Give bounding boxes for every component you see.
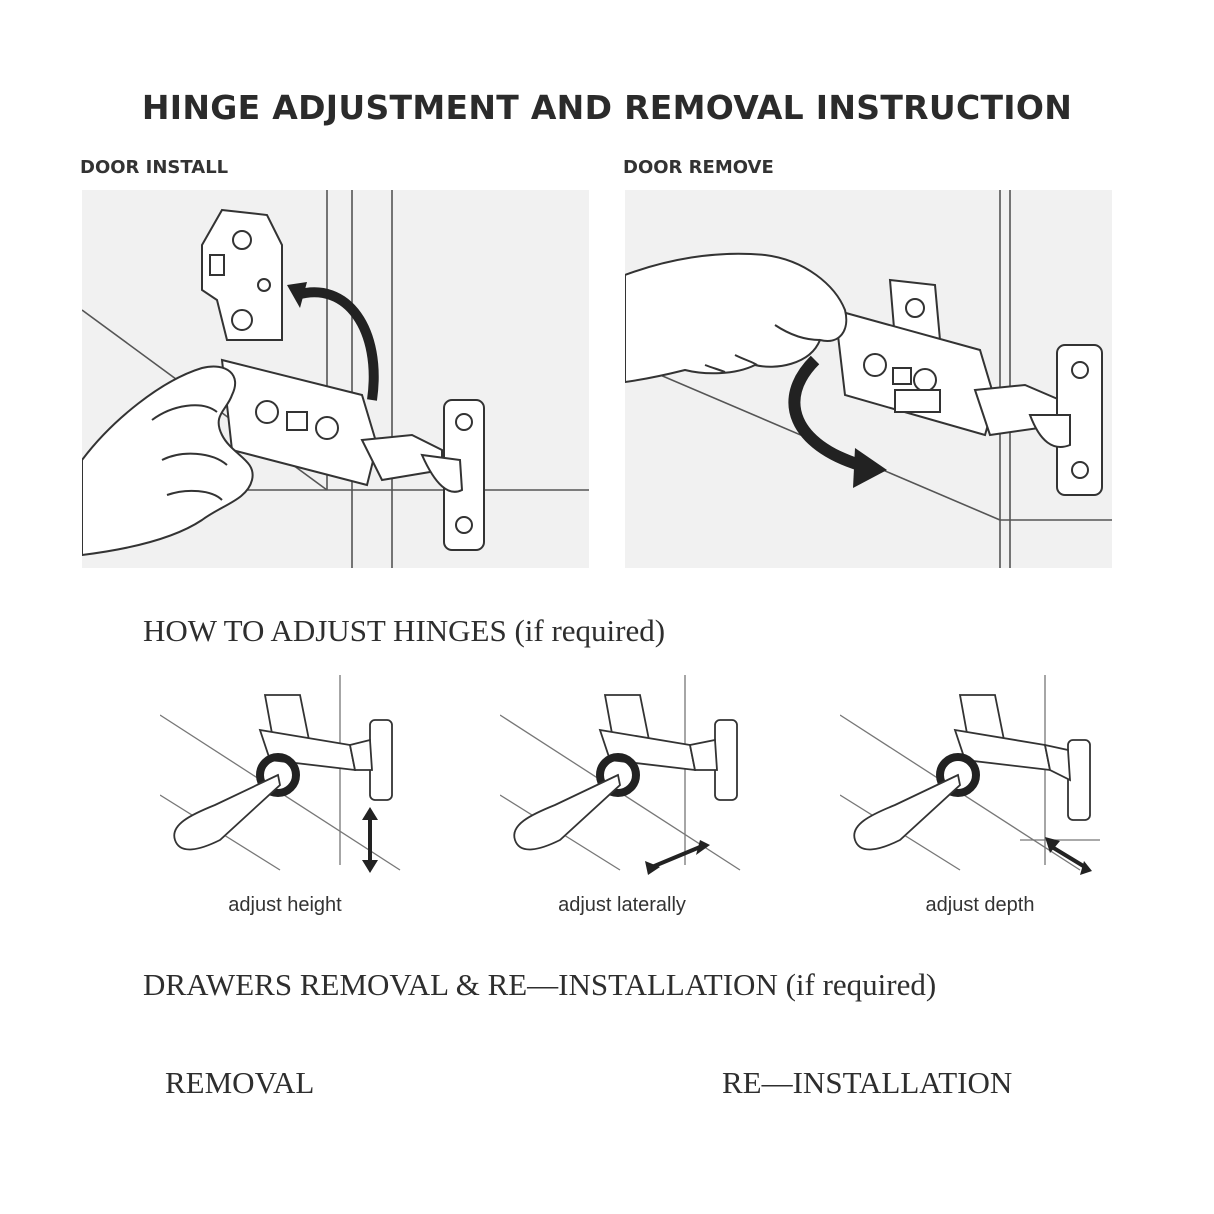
removal-label: REMOVAL bbox=[165, 1065, 315, 1100]
adjust-height-illustration bbox=[160, 675, 420, 880]
adjust-height-caption: adjust height bbox=[228, 894, 342, 916]
adjust-laterally-illustration bbox=[500, 675, 760, 880]
door-remove-illustration bbox=[625, 190, 1112, 568]
page-title: HINGE ADJUSTMENT AND REMOVAL INSTRUCTION bbox=[141, 88, 1073, 127]
adjust-depth-illustration bbox=[840, 675, 1100, 880]
adjust-hinges-heading: HOW TO ADJUST HINGES (if required) bbox=[143, 613, 666, 648]
door-install-illustration bbox=[82, 190, 589, 568]
door-install-label: DOOR INSTALL bbox=[80, 157, 229, 178]
adjust-depth-caption: adjust depth bbox=[925, 894, 1035, 916]
reinstallation-label: RE—INSTALLATION bbox=[722, 1065, 1013, 1100]
adjust-laterally-caption: adjust laterally bbox=[558, 894, 686, 916]
door-remove-label: DOOR REMOVE bbox=[623, 157, 774, 178]
drawers-heading: DRAWERS REMOVAL & RE—INSTALLATION (if required) bbox=[143, 967, 937, 1002]
